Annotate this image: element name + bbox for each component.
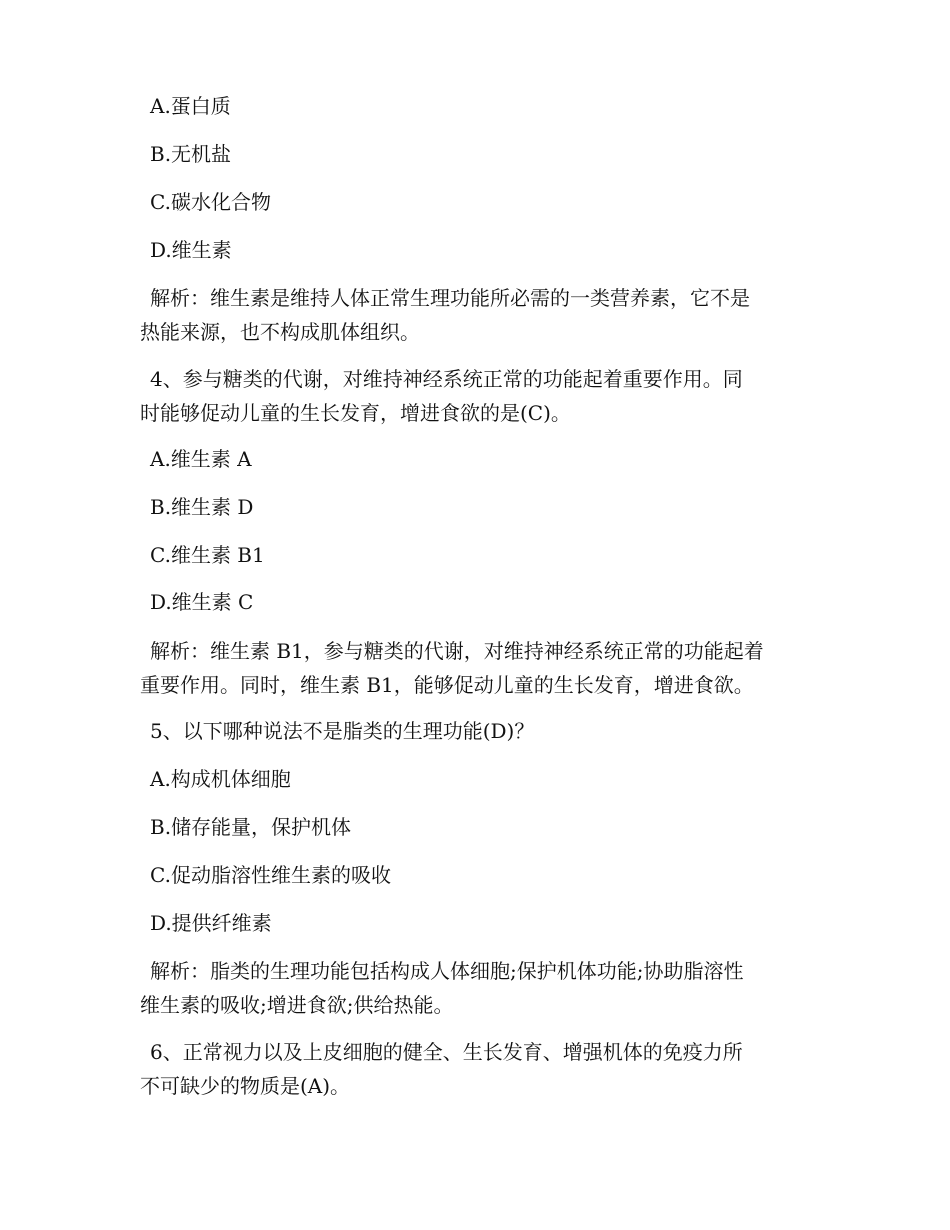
q4-analysis-line-2: 重要作用。同时，维生素 B1，能够促动儿童的生长发育，增进食欲。 bbox=[140, 673, 754, 697]
q5-question: 5、以下哪种说法不是脂类的生理功能(D)？ bbox=[150, 719, 535, 743]
q6-question-line-1: 6、正常视力以及上皮细胞的健全、生长发育、增强机体的免疫力所 bbox=[150, 1040, 743, 1064]
q4-option-d: D.维生素 C bbox=[150, 590, 254, 614]
q4-question-line-1: 4、参与糖类的代谢，对维持神经系统正常的功能起着重要作用。同 bbox=[150, 367, 743, 391]
q4-option-a: A.维生素 A bbox=[150, 447, 252, 471]
q5-analysis-line-2: 维生素的吸收;增进食欲;供给热能。 bbox=[140, 993, 454, 1017]
q4-question-line-2: 时能够促动儿童的生长发育，增进食欲的是(C)。 bbox=[140, 401, 571, 425]
q4-option-c: C.维生素 B1 bbox=[150, 543, 265, 567]
q5-option-a: A.构成机体细胞 bbox=[150, 767, 291, 791]
q5-option-b: B.储存能量，保护机体 bbox=[150, 815, 352, 839]
q3-analysis-line-2: 热能来源，也不构成肌体组织。 bbox=[140, 320, 420, 344]
q4-option-b: B.维生素 D bbox=[150, 495, 254, 519]
q4-analysis-line-1: 解析：维生素 B1，参与糖类的代谢，对维持神经系统正常的功能起着 bbox=[150, 639, 764, 663]
q3-option-b: B.无机盐 bbox=[150, 142, 232, 166]
q5-analysis-line-1: 解析：脂类的生理功能包括构成人体细胞;保护机体功能;协助脂溶性 bbox=[150, 959, 744, 983]
q3-option-a: A.蛋白质 bbox=[150, 94, 231, 118]
q3-option-d: D.维生素 bbox=[150, 238, 232, 262]
q5-option-d: D.提供纤维素 bbox=[150, 911, 272, 935]
q5-option-c: C.促动脂溶性维生素的吸收 bbox=[150, 863, 391, 887]
q6-question-line-2: 不可缺少的物质是(A)。 bbox=[140, 1074, 351, 1098]
q3-option-c: C.碳水化合物 bbox=[150, 190, 271, 214]
q3-analysis-line-1: 解析：维生素是维持人体正常生理功能所必需的一类营养素，它不是 bbox=[150, 286, 750, 310]
